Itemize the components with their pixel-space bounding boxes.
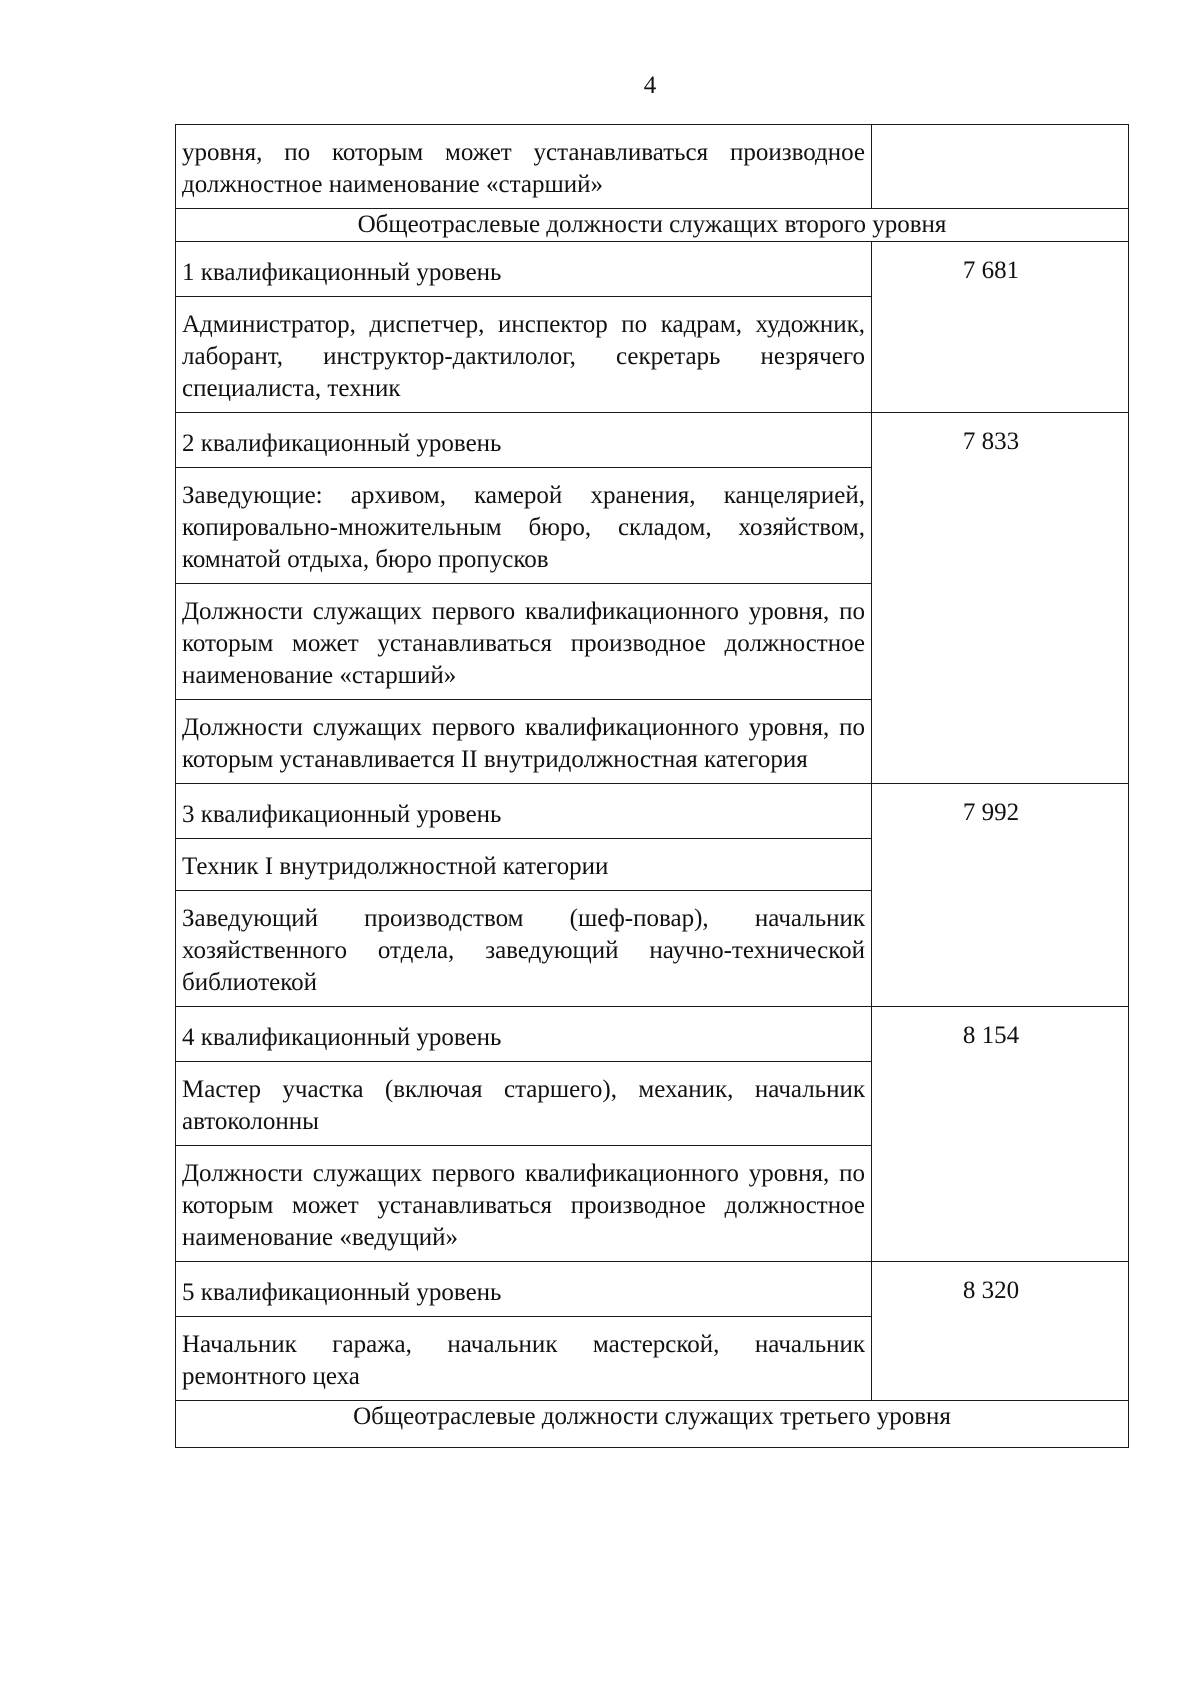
position-list: Должности служащих первого квалификационного уровня, по которым может устанавливаться производное должностное наименование «ведущий» xyxy=(182,1160,865,1251)
position-list: Заведующие: архивом, камерой хранения, канцелярией, копировально-множительным бюро, складом, хозяйством, комнатой отдыха, бюро пропусков xyxy=(182,482,865,573)
position-list: Начальник гаража, начальник мастерской, начальник ремонтного цеха xyxy=(182,1331,865,1390)
level-title: 3 квалификационный уровень xyxy=(182,801,502,828)
position-cell xyxy=(176,297,872,413)
level-title-cell xyxy=(176,784,872,839)
salary-cell xyxy=(872,1262,1129,1401)
salary-value: 8 320 xyxy=(962,1277,1020,1304)
level-title-cell xyxy=(176,1262,872,1317)
level-title: 2 квалификационный уровень xyxy=(182,430,502,457)
salary-value: 7 681 xyxy=(962,257,1020,284)
table-row xyxy=(176,1007,1129,1062)
section-row xyxy=(176,209,1129,242)
position-cell xyxy=(176,839,872,891)
position-list: Техник I внутридолжностной категории xyxy=(182,853,609,880)
position-list: Должности служащих первого квалификационного уровня, по которым устанавливается II внутридолжностная категория xyxy=(182,714,865,773)
continuation-text: уровня, по которым может устанавливаться производное должностное наименование «старший» xyxy=(182,139,865,198)
salary-cell xyxy=(872,413,1129,784)
level-title-cell xyxy=(176,413,872,468)
position-cell xyxy=(176,125,872,209)
level-title: 1 квалификационный уровень xyxy=(182,259,502,286)
salary-cell xyxy=(872,784,1129,1007)
section-heading-third-level xyxy=(176,1401,1129,1448)
position-cell xyxy=(176,584,872,700)
section-heading-second-level: Общеотраслевые должности служащих второго уровня xyxy=(176,209,1129,242)
section-row xyxy=(176,1401,1129,1448)
position-list: Администратор, диспетчер, инспектор по кадрам, художник, лаборант, инструктор-дактилолог, секретарь незрячего специалиста, техник xyxy=(182,311,865,402)
position-list: Мастер участка (включая старшего), механик, начальник автоколонны xyxy=(182,1076,865,1135)
level-title-cell xyxy=(176,242,872,297)
position-cell xyxy=(176,468,872,584)
position-list: Заведующий производством (шеф-повар), начальник хозяйственного отдела, заведующий научно-технической библиотекой xyxy=(182,905,865,996)
section-heading-third-level-text: Общеотраслевые должности служащих третьего уровня xyxy=(353,1403,951,1430)
salary-value: 7 992 xyxy=(962,799,1020,826)
position-cell xyxy=(176,700,872,784)
levels-body xyxy=(176,242,1129,1401)
position-cell xyxy=(176,1062,872,1146)
table-row xyxy=(176,784,1129,839)
position-cell xyxy=(176,891,872,1007)
salary-cell xyxy=(872,1007,1129,1262)
table-row xyxy=(176,1262,1129,1317)
salary-value: 8 154 xyxy=(962,1022,1020,1049)
salary-cell xyxy=(872,125,1129,209)
qualification-table xyxy=(175,124,1129,1448)
position-cell xyxy=(176,1317,872,1401)
table-row xyxy=(176,125,1129,209)
table-row xyxy=(176,413,1129,468)
salary-value: 7 833 xyxy=(962,428,1020,455)
salary-cell xyxy=(872,242,1129,413)
page-number: 4 xyxy=(643,72,657,99)
position-cell xyxy=(176,1146,872,1262)
level-title-cell xyxy=(176,1007,872,1062)
table-row xyxy=(176,242,1129,297)
level-title: 5 квалификационный уровень xyxy=(182,1279,502,1306)
level-title: 4 квалификационный уровень xyxy=(182,1024,502,1051)
position-list: Должности служащих первого квалификационного уровня, по которым может устанавливаться производное должностное наименование «старший» xyxy=(182,598,865,689)
